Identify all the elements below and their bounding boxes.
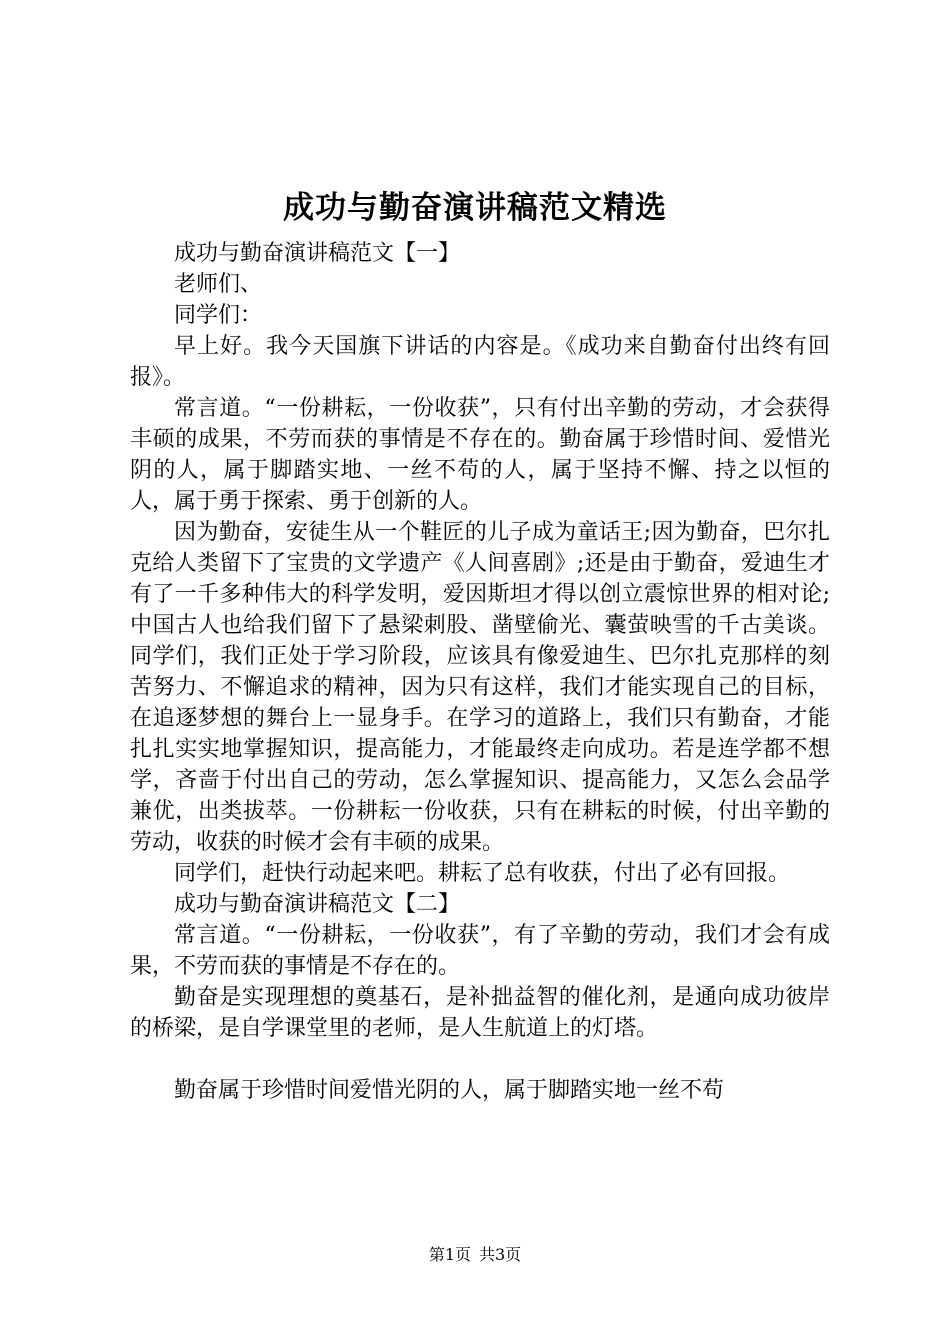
paragraph: 常言道。“一份耕耘，一份收获”，只有付出辛勤的劳动，才会获得丰硕的成果，不劳而获的事情是不存在的。勤奋属于珍惜时间、爱惜光阴的人，属于脚踏实地、一丝不苟的人，属于坚持不懈、持之以恒的人，属于勇于探索、勇于创新的人。 [130,396,830,514]
paragraph: 常言道。“一份耕耘，一份收获”，有了辛勤的劳动，我们才会有成果，不劳而获的事情是不存在的。 [130,923,830,979]
paragraph: 勤奋属于珍惜时间爱惜光阴的人，属于脚踏实地一丝不苟 [174,1078,725,1103]
section-heading-1: 成功与勤奋演讲稿范文【一】 [174,241,461,266]
document-body [130,238,830,1106]
paragraph: 同学们，赶快行动起来吧。耕耘了总有收获，付出了必有回报。 [174,861,791,886]
section-heading-2: 成功与勤奋演讲稿范文【二】 [174,892,461,917]
salutation-teachers: 老师们、 [174,272,263,297]
page-total: 共3页 [479,1245,522,1264]
paragraph: 因为勤奋，安徒生从一个鞋匠的儿子成为童话王;因为勤奋，巴尔扎克给人类留下了宝贵的文学遗产《人间喜剧》;还是由于勤奋，爱迪生才有了一千多种伟大的科学发明，爱因斯坦才得以创立震惊世界的相对论;中国古人也给我们留下了悬梁刺股、凿壁偷光、囊萤映雪的千古美谈。同学们，我们正处于学习阶段，应该具有像爱迪生、巴尔扎克那样的刻苦努力、不懈追求的精神，因为只有这样，我们才能实现自己的目标，在追逐梦想的舞台上一显身手。在学习的道路上，我们只有勤奋，才能扎扎实实地掌握知识，提高能力，才能最终走向成功。若是连学都不想学，吝啬于付出自己的劳动，怎么掌握知识、提高能力，又怎么会品学兼优，出类拔萃。一份耕耘一份收获，只有在耕耘的时候，付出辛勤的劳动，收获的时候才会有丰硕的成果。 [130,520,830,855]
page-number: 第1页 [428,1245,471,1264]
salutation-students: 同学们： [174,303,263,328]
page-footer [0,1244,950,1266]
paragraph: 勤奋是实现理想的奠基石，是补拙益智的催化剂，是通向成功彼岸的桥梁，是自学课堂里的老师，是人生航道上的灯塔。 [130,985,830,1041]
paragraph: 早上好。我今天国旗下讲话的内容是。《成功来自勤奋付出终有回报》。 [130,334,830,390]
document-title: 成功与勤奋演讲稿范文精选 [283,190,667,226]
